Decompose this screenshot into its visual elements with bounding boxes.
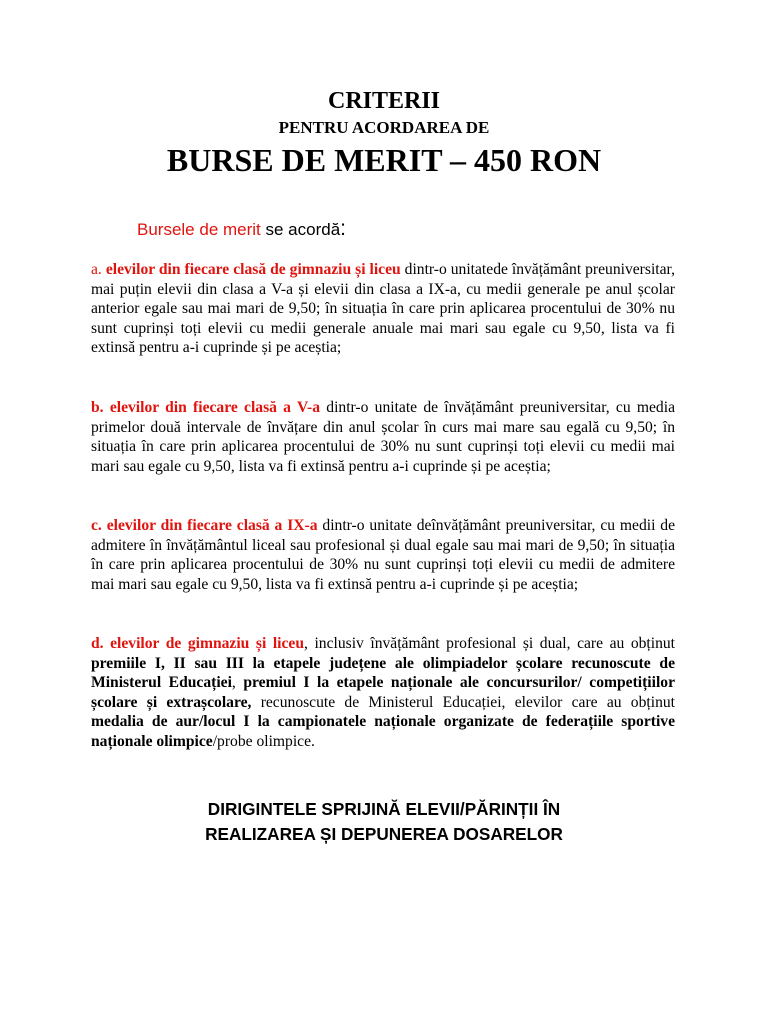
intro-highlight: Bursele de merit: [137, 220, 261, 239]
intro-text: se acordă: [260, 220, 341, 239]
title-burse-de-merit: BURSE DE MERIT – 450 RON: [166, 142, 602, 178]
criterion-b-lead: b. elevilor din fiecare clasă a V-a: [91, 399, 321, 416]
title-criterii: CRITERII: [327, 88, 441, 114]
criterion-a-marker: a.: [91, 261, 102, 278]
footer-line-1: DIRIGINTELE SPRIJINĂ ELEVII/PĂRINȚII ÎN: [207, 799, 561, 819]
criterion-b-body: dintr-o unitate de învățământ preuniversitar, cu media primelor două intervale de învățare din anul școlar în curs mai mare sau egală cu 9,50; în situația în care prin aplicarea procentului de 30% nu sunt cuprinși toți elevii cu medii mai mari sau egale cu 9,50, lista va fi extinsă pentru a-i cuprinde și pe aceștia;: [91, 399, 675, 475]
criterion-a-body: dintr-o unitatede învățământ preuniversitar, mai puțin elevii din clasa a V-a și elevii din clasa a IX-a, cu medii generale pe anul școlar anterior egale sau mai mari de 9,50; în situația în care prin aplicarea procentului de 30% nu sunt cuprinși toți elevii cu medii generale anuale mai mari sau egale cu 9,50, lista va fi extinsă pentru a-i cuprinde și pe aceștia;: [91, 261, 675, 357]
intro-colon: :: [340, 217, 347, 240]
criterion-d-text-3: recunoscute de Ministerul Educației, elevilor care au obținut: [251, 693, 675, 711]
subtitle-pentru-acordarea: PENTRU ACORDAREA DE: [278, 118, 490, 137]
criterion-c-lead: c. elevilor din fiecare clasă a IX-a: [91, 517, 318, 534]
criterion-c-body: dintr-o unitate deînvățământ preuniversitar, cu medii de admitere în învățământul liceal sau profesional și dual egale sau mai mari de 9,50; în situația în care prin aplicarea procentului de 30% nu sunt cuprinși toți elevii cu medii de admitere mai mari sau egale cu 9,50, lista va fi extinsă pentru a-i cuprinde și pe aceștia;: [91, 517, 676, 593]
footer-line-2: REALIZAREA ȘI DEPUNEREA DOSARELOR: [205, 824, 563, 844]
criterion-b: [91, 398, 675, 476]
criterion-d-text-2: ,: [231, 674, 244, 692]
criterion-d: [91, 634, 675, 752]
intro-line: [137, 217, 346, 242]
criterion-a-lead: elevilor din fiecare clasă de gimnaziu și liceu: [105, 261, 401, 278]
criterion-d-bold-1: premiile I, II sau III la etapele județene ale olimpiadelor școlare recunoscute de Ministerul Educației: [91, 654, 675, 692]
criterion-d-text-1: , inclusiv învățământ profesional și dual, care au obținut: [304, 635, 676, 652]
criterion-d-bold-2: premiul I la etapele naționale ale concursurilor/ competițiilor școlare și extrașcolare,: [91, 674, 676, 711]
criterion-a: [91, 260, 675, 358]
criterion-d-bold-3: medalia de aur/locul I la campionatele naționale organizate de federațiile sportive naționale olimpice: [91, 713, 675, 750]
criterion-c: [91, 516, 675, 594]
criterion-d-text-4: /probe olimpice.: [212, 732, 315, 750]
criterion-d-lead: d. elevilor de gimnaziu și liceu: [91, 635, 305, 652]
